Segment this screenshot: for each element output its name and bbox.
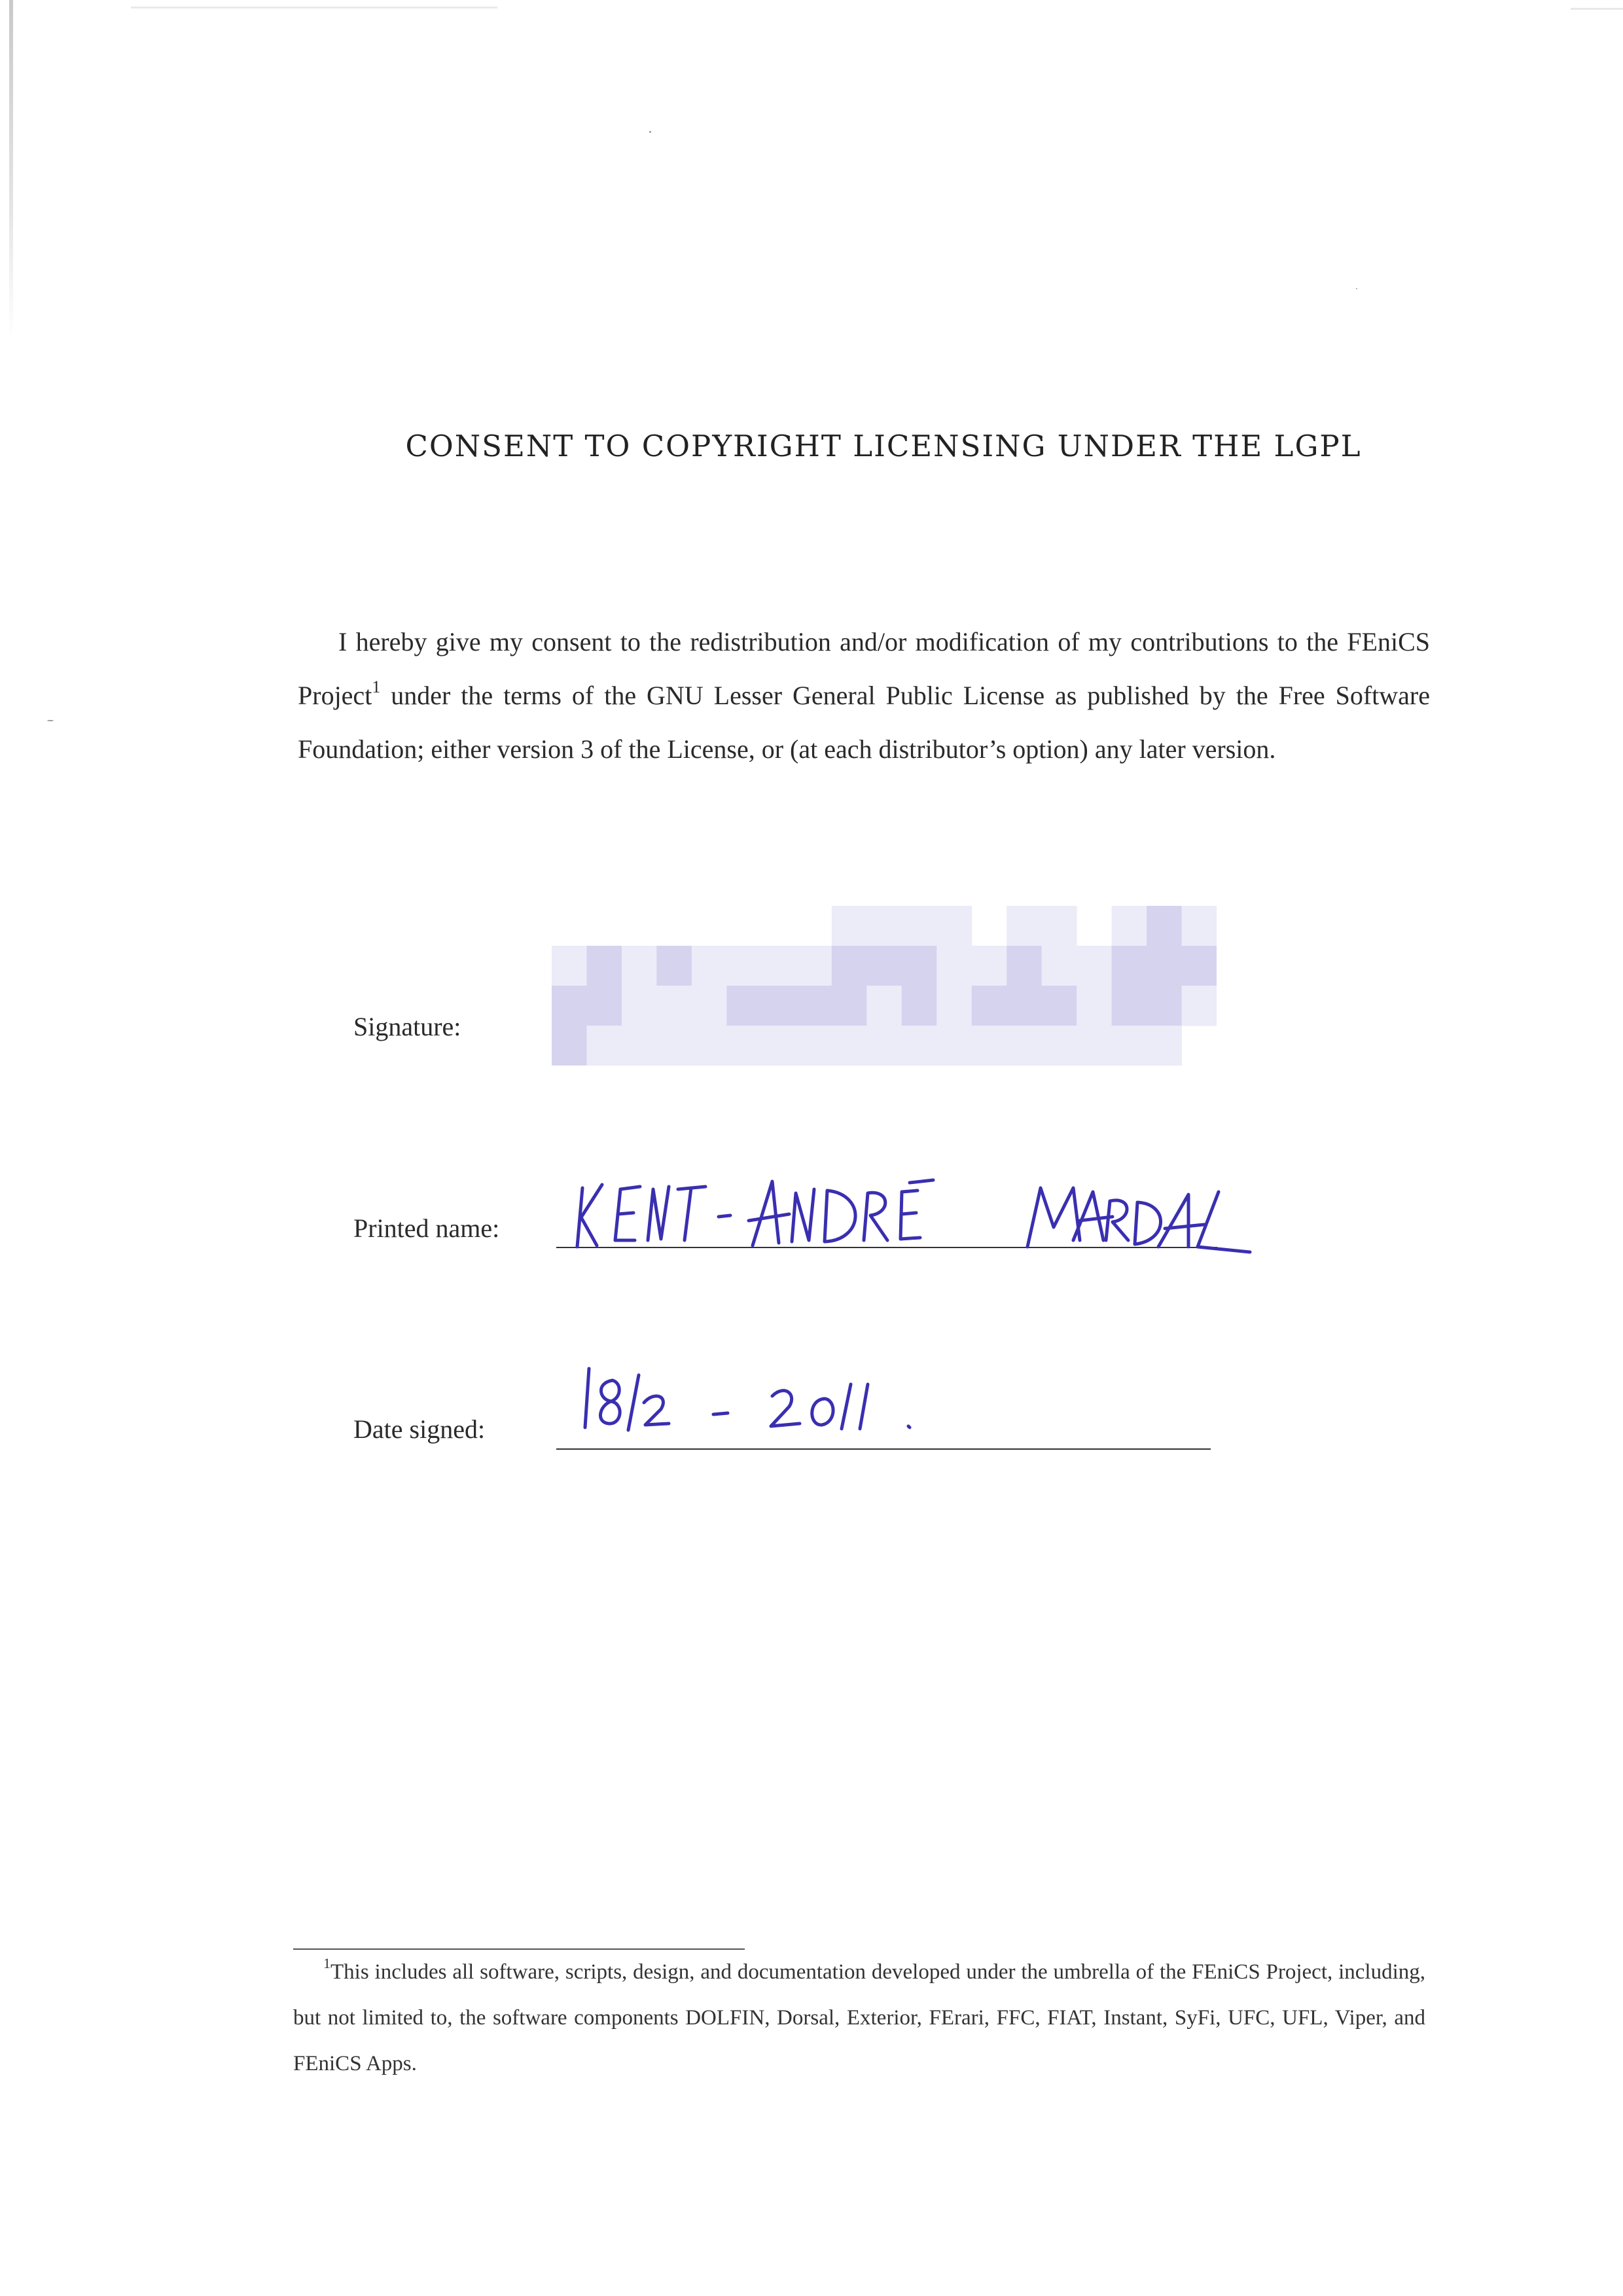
redaction-tile (1077, 946, 1112, 986)
redaction-tile (1077, 986, 1112, 1026)
redaction-tile (656, 1026, 692, 1066)
redaction-tile (902, 906, 937, 946)
redaction-tile (1147, 986, 1182, 1026)
redaction-tile (866, 906, 902, 946)
redaction-tile (656, 986, 692, 1026)
redaction-tile (796, 1026, 832, 1066)
redacted-signature-image (552, 906, 1217, 1066)
redaction-tile (622, 1026, 657, 1066)
redaction-tile (726, 946, 762, 986)
redaction-tile (866, 1026, 902, 1066)
redaction-tile (762, 1026, 797, 1066)
redaction-tile (762, 986, 797, 1026)
redaction-tile (1112, 1026, 1147, 1066)
redaction-tile (1182, 906, 1217, 946)
consent-text-part2: under the terms of the GNU Lesser General Public License as published by the Free Software Foundation; either version 3 of the License, or (at each distributor’s option) any later version. (298, 681, 1430, 764)
footnote-reference: 1 (372, 677, 381, 696)
redaction-tile (796, 946, 832, 986)
redaction-tile (796, 986, 832, 1026)
signature-label: Signature: (353, 1012, 461, 1041)
consent-text-part1: I hereby give my consent to the redistribution and/or modification of my contributions to the FEniCS Project (298, 627, 1430, 710)
redaction-tile (1112, 946, 1147, 986)
redaction-tile (1042, 1026, 1077, 1066)
redaction-tile (726, 986, 762, 1026)
redaction-tile (1147, 946, 1182, 986)
redaction-tile (866, 986, 902, 1026)
redaction-tile (1077, 1026, 1112, 1066)
redaction-tile (1042, 986, 1077, 1026)
printed-name-label: Printed name: (353, 1213, 500, 1243)
redaction-tile (726, 1026, 762, 1066)
redaction-tile (1007, 906, 1042, 946)
redaction-tile (552, 986, 587, 1026)
redaction-tile (972, 1026, 1007, 1066)
redaction-tile (1182, 986, 1217, 1026)
redaction-tile (762, 946, 797, 986)
redaction-tile (902, 986, 937, 1026)
footnote-text: This includes all software, scripts, design, and documentation developed under the umbrella of the FEniCS Project, including, but not limited to, the software components DOLFIN, Dorsal, Exterior, FErari, FFC, FIAT, Instant, SyFi, UFC, UFL, Viper, and FEniCS Apps. (293, 1960, 1425, 2075)
printed-name-handwriting (556, 1149, 1335, 1273)
redaction-tile (692, 1026, 727, 1066)
redaction-tile (1112, 906, 1147, 946)
redaction-tile (1007, 946, 1042, 986)
document-title: CONSENT TO COPYRIGHT LICENSING UNDER THE LGPL (405, 429, 1362, 463)
date-signed-label: Date signed: (353, 1414, 486, 1444)
redaction-tile (936, 986, 972, 1026)
redaction-tile (832, 1026, 867, 1066)
scan-speck (47, 720, 54, 721)
signature-redaction (552, 906, 1217, 1066)
scan-speck (649, 131, 651, 133)
redaction-tile (902, 1026, 937, 1066)
redaction-tile (1147, 906, 1182, 946)
redaction-tile (587, 1026, 622, 1066)
redaction-tile (936, 946, 972, 986)
scan-edge-top (131, 7, 497, 9)
redaction-tile (902, 946, 937, 986)
redaction-tile (552, 946, 587, 986)
redaction-tile (936, 1026, 972, 1066)
redaction-tile (832, 906, 867, 946)
redaction-tile (1112, 986, 1147, 1026)
redaction-tile (1042, 906, 1077, 946)
redaction-tile (832, 946, 867, 986)
redaction-tile (972, 946, 1007, 986)
scan-edge-top-right (1571, 8, 1623, 10)
scan-edge-left (9, 0, 13, 340)
redaction-tile (587, 986, 622, 1026)
redaction-tile (1182, 946, 1217, 986)
redaction-tile (936, 906, 972, 946)
scan-speck (1356, 288, 1357, 289)
consent-paragraph (298, 615, 1430, 776)
redaction-tile (692, 946, 727, 986)
redaction-tile (1147, 1026, 1182, 1066)
redaction-tile (1007, 986, 1042, 1026)
date-signed-handwriting (556, 1345, 1014, 1450)
redaction-tile (832, 986, 867, 1026)
footnote (293, 1949, 1425, 2087)
redaction-tile (866, 946, 902, 986)
redaction-tile (972, 986, 1007, 1026)
footnote-mark: 1 (323, 1955, 330, 1971)
redaction-tile (622, 986, 657, 1026)
redaction-tile (1007, 1026, 1042, 1066)
redaction-tile (587, 946, 622, 986)
redaction-tile (552, 1026, 587, 1066)
redaction-tile (692, 986, 727, 1026)
redaction-tile (1042, 946, 1077, 986)
redaction-tile (622, 946, 657, 986)
redaction-tile (656, 946, 692, 986)
